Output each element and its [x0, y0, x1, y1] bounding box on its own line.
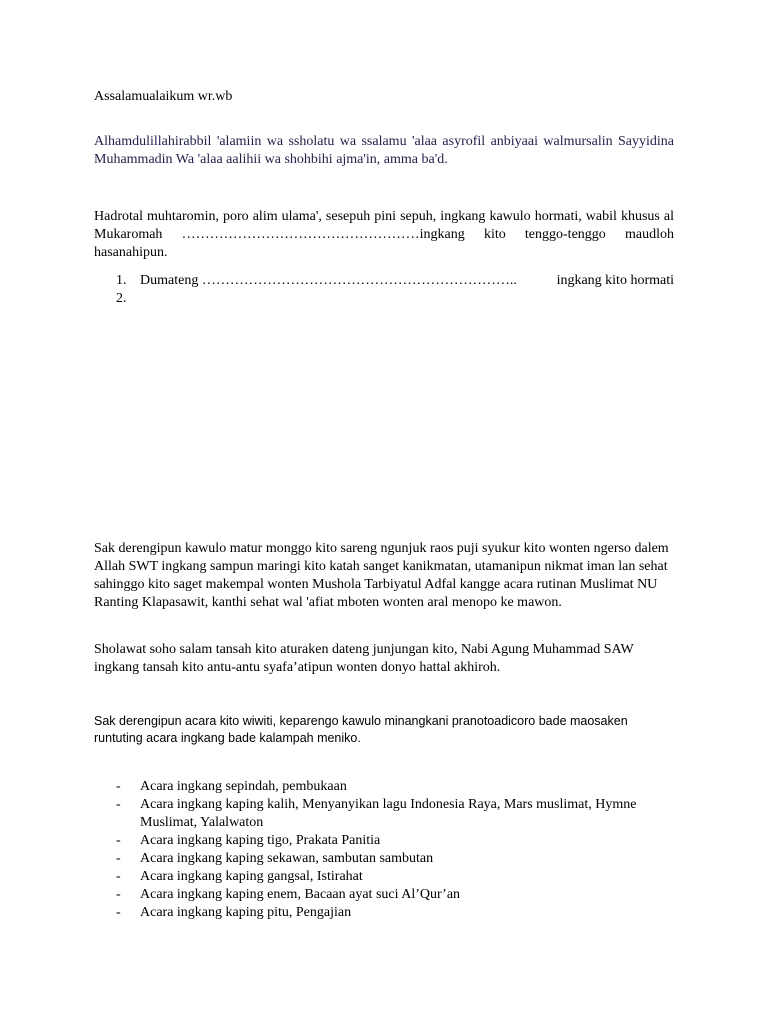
dash-bullet: - [116, 869, 121, 884]
dash-bullet: - [116, 833, 121, 848]
agenda-item [94, 796, 674, 832]
agenda-item [94, 850, 674, 868]
sholawat-paragraph: Sholawat soho salam tansah kito aturaken dateng junjungan kito, Nabi Agung Muhammad SAW ingkang tansah kito antu-antu syafa’atipun wonten donyo hattal akhiroh. [94, 642, 634, 675]
list-number: 1. [116, 273, 127, 288]
agenda-item [94, 778, 674, 796]
opening-prayer: Alhamdulillahirabbil 'alamiin wa ssholatu wa ssalamu 'alaa asyrofil anbiyaai walmursalin Sayyidina Muhammadin Wa 'alaa aalihii wa shohbihi ajma'in, amma ba'd. [94, 134, 674, 167]
agenda-list [94, 778, 674, 922]
greeting: Assalamualaikum wr.wb [94, 89, 233, 104]
dash-bullet: - [116, 797, 121, 812]
agenda-item [94, 886, 674, 904]
honoree-list [94, 272, 674, 306]
syukur-paragraph: Sak derengipun kawulo matur monggo kito sareng ngunjuk raos puji syukur kito wonten ngerso dalem Allah SWT ingkang sampun maringi kito katah sanget kanikmatan, utamanipun nikmat iman lan sehat sahinggo kito saget makempal wonten Mushola Tarbiyatul Adfal kangge acara rutinan Muslimat NU Ranting Klapasawit, kanthi sehat wal 'afiat mboten wonten aral menopo ke mawon. [94, 541, 669, 610]
dash-bullet: - [116, 905, 121, 920]
agenda-text: Acara ingkang kaping gangsal, Istirahat [140, 869, 363, 884]
agenda-item [94, 904, 674, 922]
audience-address: Hadrotal muhtaromin, poro alim ulama', sesepuh pini sepuh, ingkang kawulo hormati, wabil khusus al Mukaromah ……………………………………………ingkang kito tenggo-tenggo maudloh hasanahipun. [94, 209, 674, 260]
agenda-text: Acara ingkang kaping tigo, Prakata Panitia [140, 833, 381, 848]
dash-bullet: - [116, 851, 121, 866]
agenda-item [94, 868, 674, 886]
agenda-item [94, 832, 674, 850]
honoree-item [94, 272, 674, 290]
agenda-text: Acara ingkang kaping sekawan, sambutan sambutan [140, 851, 434, 866]
agenda-text: Acara ingkang sepindah, pembukaan [140, 779, 347, 794]
agenda-text: Acara ingkang kaping kalih, Menyanyikan lagu Indonesia Raya, Mars muslimat, Hymne Muslimat, Yalalwaton [140, 797, 637, 830]
honoree-text: Dumateng ………………………………………………………….. [140, 273, 517, 288]
list-number: 2. [116, 291, 127, 306]
dash-bullet: - [116, 779, 121, 794]
agenda-intro: Sak derengipun acara kito wiwiti, keparengo kawulo minangkani pranotoadicoro bade maosaken runtuting acara ingkang bade kalampah meniko. [94, 714, 628, 745]
honoree-text-end: ingkang kito hormati [556, 273, 674, 288]
dash-bullet: - [116, 887, 121, 902]
agenda-text: Acara ingkang kaping pitu, Pengajian [140, 905, 352, 920]
agenda-text: Acara ingkang kaping enem, Bacaan ayat suci Al’Qur’an [140, 887, 461, 902]
